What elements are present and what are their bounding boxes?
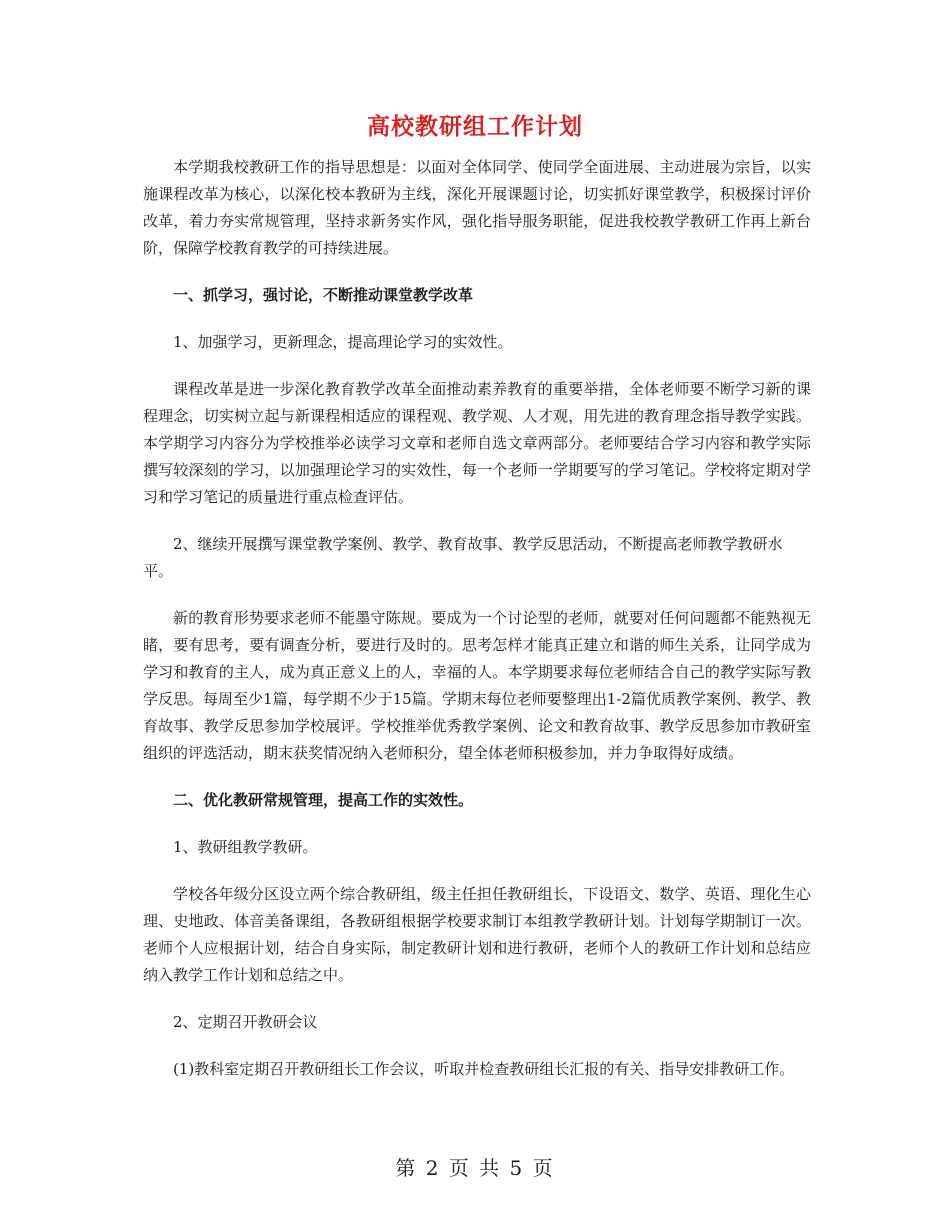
document-body <box>143 154 811 1083</box>
intro-paragraph: 本学期我校教研工作的指导思想是：以面对全体同学、使同学全面进展、主动进展为宗旨，以实施课程改革为核心，以深化校本教研为主线，深化开展课题讨论，切实抓好课堂教学，积极探讨评价改革，着力夯实常规管理，坚持求新务实作风，强化指导服务职能，促进我校教学教研工作再上新台阶，保障学校教育教学的可持续进展。 <box>143 158 811 257</box>
section-2-item-1-title: 1、教研组教学教研。 <box>173 838 318 856</box>
document-title: 高校教研组工作计划 <box>367 113 583 140</box>
section-1-item-2-title: 2、继续开展撰写课堂教学案例、教学、教育故事、教学反思活动，不断提高老师教学教研水平。 <box>143 535 783 580</box>
section-1-item-1-body: 课程改革是进一步深化教育教学改革全面推动素养教育的重要举措，全体老师要不断学习新的课程理念，切实树立起与新课程相适应的课程观、教学观、人才观，用先进的教育理念指导教学实践。本学期学习内容分为学校推举必读学习文章和老师自选文章两部分。老师要结合学习内容和教学实际撰写较深刻的学习，以加强理论学习的实效性，每一个老师一学期要写的学习笔记。学校将定期对学习和学习笔记的质量进行重点检查评估。 <box>143 380 811 506</box>
page-number-footer: 第 2 页 共 5 页 <box>395 1156 555 1180</box>
section-2-item-2-title: 2、定期召开教研会议 <box>173 1013 318 1031</box>
section-2-item-1-body: 学校各年级分区设立两个综合教研组，级主任担任教研组长，下设语文、数学、英语、理化生心理、史地政、体音美备课组，各教研组根据学校要求制订本组教学教研计划。计划每学期制订一次。老师个人应根据计划，结合自身实际，制定教研计划和进行教研，老师个人的教研工作计划和总结应纳入教学工作计划和总结之中。 <box>143 885 811 984</box>
section-1-item-2-body: 新的教育形势要求老师不能墨守陈规。要成为一个讨论型的老师，就要对任何问题都不能熟视无睹，要有思考，要有调查分析，要进行及时的。思考怎样才能真正建立和谐的师生关系，让同学成为学习和教育的主人，成为真正意义上的人，幸福的人。本学期要求每位老师结合自己的教学实际写教学反思。每周至少1篇，每学期不少于15篇。学期末每位老师要整理出1-2篇优质教学案例、教学、教育故事、教学反思参加学校展评。学校推举优秀教学案例、论文和教育故事、教学反思参加市教研室组织的评选活动，期末获奖情况纳入老师积分，望全体老师积极参加，并力争取得好成绩。 <box>143 609 811 762</box>
section-1-item-1-title: 1、加强学习，更新理念，提高理论学习的实效性。 <box>173 333 513 351</box>
section-2-item-2-body: (1)教科室定期召开教研组长工作会议，听取并检查教研组长汇报的有关、指导安排教研工作。 <box>173 1060 795 1078</box>
section-2-heading: 二、优化教研常规管理，提高工作的实效性。 <box>173 791 474 809</box>
section-1-heading: 一、抓学习，强讨论，不断推动课堂教学改革 <box>173 286 474 304</box>
